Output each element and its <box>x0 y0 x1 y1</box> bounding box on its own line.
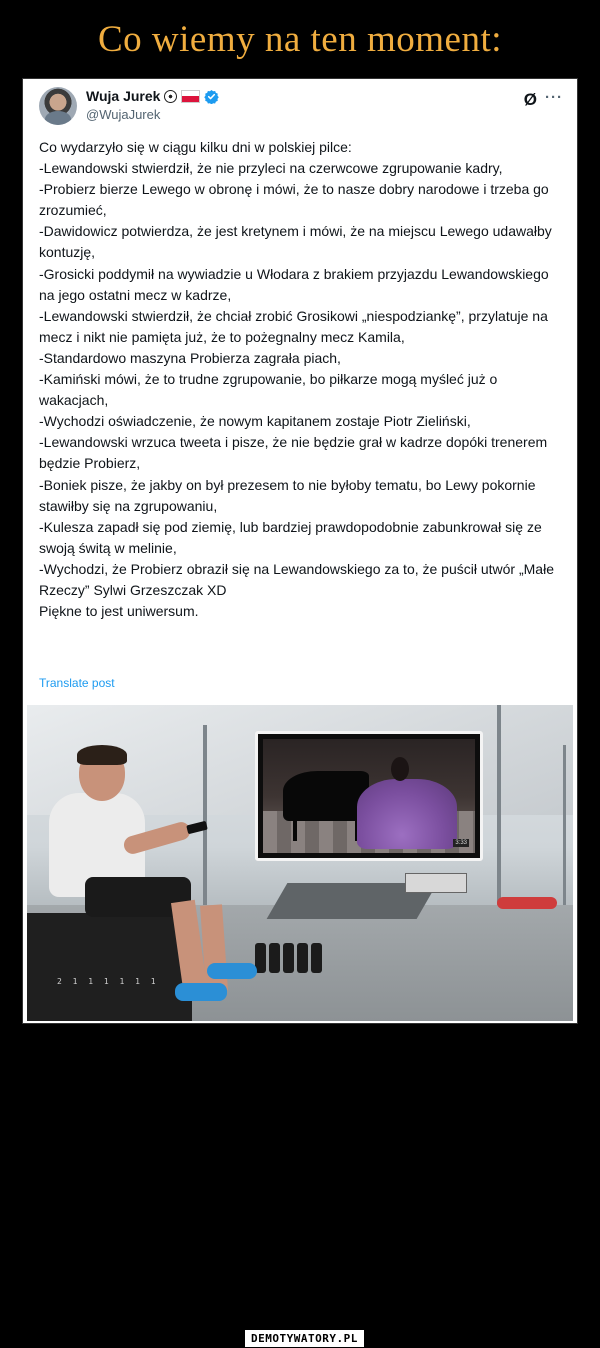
tweet-text: Co wydarzyło się w ciągu kilku dni w polskiej pilce: -Lewandowski stwierdził, że nie przyleci na czerwcowe zgrupowanie kadry, -Probierz bierze Lewego w obronę i mówi, że to nasze dobry narodowe i trzeba go zrozumieć, -Dawidowicz potwierdza, że jest kretynem i mówi, że na miejscu Lewego udawałby kontuzję, -Grosicki poddymił na wywiadzie u Włodara z brakiem przyjazdu Lewandowskiego na jego ostatni mecz w kadrze, -Lewandowski stwierdził, że chciał zrobić Grosikowi „niespodziankę”, przylatuje na mecz i nikt nie pamięta już, że to pożegnalny mecz Kamila, -Standardowo maszyna Probierza zagrała piach, -Kamiński mówi, że to trudne zgrupowanie, bo piłkarze mogą myśleć już o wakacjach, -Wychodzi oświadczenie, że nowym kapitanem zostaje Piotr Zieliński, -Lewandowski wrzuca tweeta i pisze, że nie będzie grał w kadrze dopóki trenerem będzie Probierz, -Boniek pisze, że jakby on był prezesem to nie byłoby tematu, bo Lewy pokornie stawiłby się na zgrupowaniu, -Kulesza zapadł się pod ziemię, lub bardziej prawdopodobnie zabunkrował się ze swoją świtą w melinie, -Wychodzi, że Probierz obraził się na Lewandowskiego za to, że puścił utwór „Małe Rzeczy” Sylwi Grzeszczak XD Piękne to jest uniwersum. <box>39 139 554 620</box>
video-timestamp: 3:33 <box>455 840 467 846</box>
tv-inset <box>255 731 483 861</box>
tweet-header <box>39 85 563 129</box>
author-name[interactable]: Wuja Jurek <box>86 88 161 104</box>
tweet-photo[interactable] <box>27 705 573 1021</box>
more-options-icon[interactable]: ··· <box>545 89 563 106</box>
player-shoe <box>175 983 227 1001</box>
tweet-card <box>22 78 578 1024</box>
translate-post-link[interactable]: Translate post <box>39 676 115 690</box>
piano-leg <box>293 819 297 841</box>
box-labels: 2 1 1 1 1 1 1 <box>57 977 159 986</box>
site-watermark: DEMOTYWATORY.PL <box>244 1329 365 1348</box>
tent-pole <box>563 745 566 905</box>
player-shoe <box>207 963 257 979</box>
tv-screen <box>263 739 475 853</box>
dumbbell-rack <box>255 943 322 973</box>
author-avatar[interactable] <box>39 87 77 125</box>
player-hair <box>77 745 127 765</box>
plyo-box <box>27 913 192 1021</box>
players-resting <box>497 897 557 909</box>
tent-pole <box>497 705 501 905</box>
singer-gown <box>357 779 457 849</box>
verified-badge-icon <box>204 89 219 104</box>
gym-bench <box>405 873 467 893</box>
football-icon <box>164 90 177 103</box>
singer-head <box>391 757 409 781</box>
grok-icon[interactable]: Ø <box>523 90 537 109</box>
author-handle[interactable]: @WujaJurek <box>86 107 161 122</box>
poland-flag-icon <box>181 90 200 103</box>
tent-pole <box>203 725 207 905</box>
page-headline: Co wiemy na ten moment: <box>97 19 503 60</box>
author-name-row <box>86 88 219 104</box>
